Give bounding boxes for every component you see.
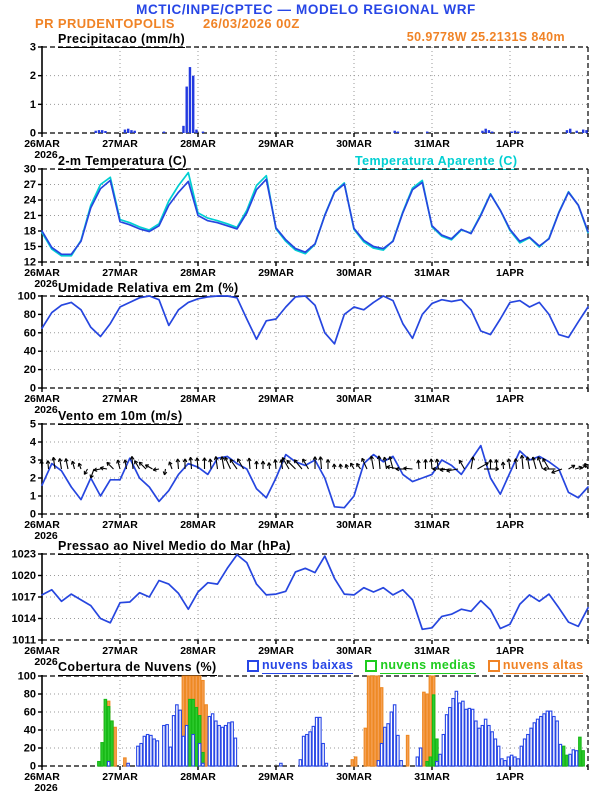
svg-text:1APR: 1APR bbox=[495, 645, 525, 657]
svg-text:30MAR: 30MAR bbox=[336, 771, 372, 783]
svg-text:29MAR: 29MAR bbox=[258, 138, 294, 150]
svg-text:20: 20 bbox=[23, 364, 36, 377]
svg-text:1APR: 1APR bbox=[495, 138, 525, 150]
panel-precipitation-chart bbox=[24, 42, 588, 162]
svg-text:26MAR: 26MAR bbox=[24, 771, 60, 783]
svg-text:30MAR: 30MAR bbox=[336, 393, 372, 405]
report-title: MCTIC/INPE/CPTEC — MODELO REGIONAL WRF bbox=[136, 2, 476, 17]
svg-text:1: 1 bbox=[29, 490, 36, 503]
station-name: PR PRUDENTOPOLIS bbox=[35, 16, 175, 31]
svg-text:28MAR: 28MAR bbox=[180, 645, 216, 657]
panel-cloud-cover-chart bbox=[18, 671, 588, 792]
svg-text:3: 3 bbox=[29, 454, 36, 467]
svg-text:18: 18 bbox=[23, 225, 36, 238]
svg-text:27MAR: 27MAR bbox=[102, 138, 138, 150]
svg-text:1011: 1011 bbox=[12, 634, 36, 647]
svg-text:1017: 1017 bbox=[11, 591, 36, 604]
svg-text:1APR: 1APR bbox=[495, 267, 525, 279]
svg-text:30MAR: 30MAR bbox=[336, 138, 372, 150]
svg-text:0: 0 bbox=[29, 508, 36, 521]
svg-text:4: 4 bbox=[29, 436, 36, 449]
svg-text:20: 20 bbox=[23, 742, 36, 755]
svg-text:27MAR: 27MAR bbox=[102, 771, 138, 783]
svg-text:5: 5 bbox=[29, 418, 36, 431]
svg-text:31MAR: 31MAR bbox=[414, 645, 450, 657]
station-coordinates: 50.9778W 25.2131S 840m bbox=[406, 30, 565, 44]
svg-text:28MAR: 28MAR bbox=[180, 519, 216, 531]
panel-title-humidity: Umidade Relativa em 2m (%) bbox=[58, 281, 239, 295]
svg-text:60: 60 bbox=[23, 706, 36, 719]
svg-text:30MAR: 30MAR bbox=[336, 519, 372, 531]
svg-text:0: 0 bbox=[29, 760, 36, 773]
svg-text:26MAR: 26MAR bbox=[24, 645, 60, 657]
svg-text:28MAR: 28MAR bbox=[180, 138, 216, 150]
panel-wind-chart bbox=[24, 419, 588, 543]
svg-text:2026: 2026 bbox=[34, 278, 58, 290]
svg-text:29MAR: 29MAR bbox=[258, 267, 294, 279]
svg-text:28MAR: 28MAR bbox=[180, 267, 216, 279]
svg-text:26MAR: 26MAR bbox=[24, 393, 60, 405]
svg-text:30: 30 bbox=[23, 163, 36, 176]
svg-text:1APR: 1APR bbox=[495, 771, 525, 783]
svg-text:29MAR: 29MAR bbox=[258, 393, 294, 405]
panel-title-wind: Vento em 10m (m/s) bbox=[58, 409, 183, 423]
legend-item-high-clouds: nuvens altas bbox=[488, 658, 584, 674]
svg-text:26MAR: 26MAR bbox=[24, 519, 60, 531]
svg-text:31MAR: 31MAR bbox=[414, 267, 450, 279]
svg-text:29MAR: 29MAR bbox=[258, 771, 294, 783]
svg-text:2: 2 bbox=[29, 472, 36, 485]
svg-text:0: 0 bbox=[29, 127, 36, 140]
legend-item-mid-clouds: nuvens medias bbox=[365, 658, 476, 674]
svg-text:28MAR: 28MAR bbox=[180, 393, 216, 405]
svg-text:2026: 2026 bbox=[34, 530, 58, 542]
svg-text:27: 27 bbox=[23, 179, 36, 191]
svg-text:1: 1 bbox=[29, 98, 36, 111]
svg-text:15: 15 bbox=[23, 241, 36, 253]
svg-text:80: 80 bbox=[23, 308, 36, 321]
svg-text:31MAR: 31MAR bbox=[414, 519, 450, 531]
svg-text:2: 2 bbox=[29, 70, 36, 83]
panel-mslp-chart bbox=[12, 549, 588, 669]
svg-text:31MAR: 31MAR bbox=[414, 771, 450, 783]
svg-text:1020: 1020 bbox=[11, 570, 36, 582]
svg-text:31MAR: 31MAR bbox=[414, 393, 450, 405]
svg-text:28MAR: 28MAR bbox=[180, 771, 216, 783]
svg-text:1014: 1014 bbox=[11, 613, 36, 625]
svg-text:80: 80 bbox=[23, 688, 36, 701]
svg-text:21: 21 bbox=[23, 210, 36, 222]
svg-text:100: 100 bbox=[17, 670, 36, 683]
panel-title-temperature: 2-m Temperatura (C) bbox=[58, 154, 187, 168]
legend-item-low-clouds: nuvens baixas bbox=[247, 658, 353, 674]
svg-text:2026: 2026 bbox=[34, 782, 58, 792]
panel-title-precipitation: Precipitacao (mm/h) bbox=[58, 32, 186, 46]
svg-text:2026: 2026 bbox=[34, 149, 58, 161]
svg-text:29MAR: 29MAR bbox=[258, 519, 294, 531]
svg-text:29MAR: 29MAR bbox=[258, 645, 294, 657]
svg-text:2026: 2026 bbox=[34, 656, 58, 668]
svg-text:27MAR: 27MAR bbox=[102, 393, 138, 405]
svg-text:30MAR: 30MAR bbox=[336, 267, 372, 279]
panel-temperature-chart bbox=[24, 164, 588, 291]
svg-text:30MAR: 30MAR bbox=[336, 645, 372, 657]
svg-text:1APR: 1APR bbox=[495, 519, 525, 531]
svg-text:31MAR: 31MAR bbox=[414, 138, 450, 150]
svg-text:27MAR: 27MAR bbox=[102, 645, 138, 657]
svg-text:1APR: 1APR bbox=[495, 393, 525, 405]
apparent-temperature-label: Temperatura Aparente (C) bbox=[355, 154, 518, 168]
run-datetime: 26/03/2026 00Z bbox=[203, 16, 300, 31]
svg-text:40: 40 bbox=[23, 724, 36, 737]
svg-text:26MAR: 26MAR bbox=[24, 267, 60, 279]
svg-text:0: 0 bbox=[29, 382, 36, 395]
svg-text:2026: 2026 bbox=[34, 404, 58, 416]
svg-text:27MAR: 27MAR bbox=[102, 519, 138, 531]
svg-text:12: 12 bbox=[23, 256, 36, 269]
svg-text:24: 24 bbox=[23, 194, 36, 207]
svg-text:3: 3 bbox=[29, 41, 36, 54]
svg-text:26MAR: 26MAR bbox=[24, 138, 60, 150]
svg-text:100: 100 bbox=[17, 290, 36, 303]
svg-text:40: 40 bbox=[23, 345, 36, 358]
svg-text:1023: 1023 bbox=[11, 548, 36, 561]
svg-text:60: 60 bbox=[23, 327, 36, 340]
panel-relative-humidity-chart bbox=[18, 291, 588, 417]
panel-title-pressure: Pressao ao Nivel Medio do Mar (hPa) bbox=[58, 539, 291, 553]
panel-title-clouds: Cobertura de Nuvens (%) bbox=[58, 660, 217, 674]
svg-text:27MAR: 27MAR bbox=[102, 267, 138, 279]
